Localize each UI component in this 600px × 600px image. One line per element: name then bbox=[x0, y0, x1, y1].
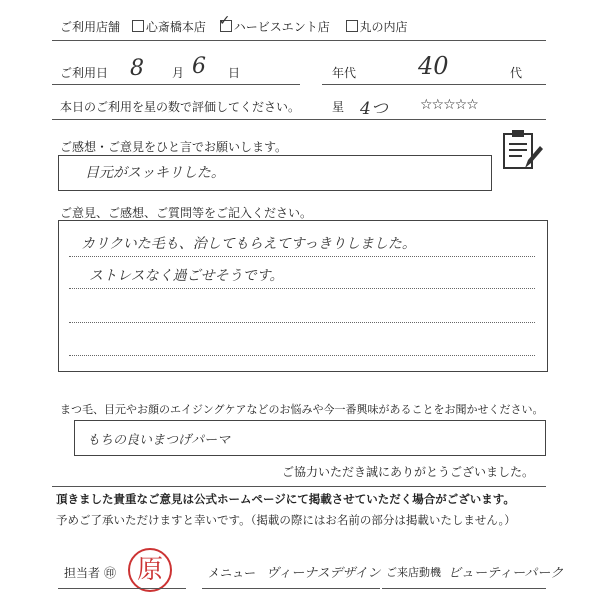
interest-answer: もちの良いまつげパーマ bbox=[87, 433, 231, 448]
divider bbox=[52, 40, 546, 41]
motive-value: ビューティーパーク bbox=[448, 566, 564, 581]
interest-prompt: まつ毛、目元やお顔のエイジングケアなどのお悩みや今一番興味があることをお聞かせください。 bbox=[60, 403, 544, 416]
age-unit: 代 bbox=[510, 66, 523, 80]
age-label: 年代 bbox=[332, 66, 357, 80]
ruled-line bbox=[69, 288, 535, 289]
rating-value: 4つ bbox=[360, 99, 388, 119]
staff-label: 担当者 bbox=[64, 566, 101, 580]
ruled-line bbox=[69, 322, 535, 323]
checkbox-checked[interactable] bbox=[218, 13, 232, 32]
notice-line-1: 頂きました貴重なご意見は公式ホームページにて掲載させていただく場合がございます。 bbox=[56, 492, 515, 506]
comment-prompt: ご感想・ご意見をひと言でお願いします。 bbox=[60, 140, 288, 154]
opinion-prompt: ご意見、ご感想、ご質問等をご記入ください。 bbox=[60, 206, 313, 220]
divider bbox=[58, 588, 186, 589]
notice-line-2: 予めご了承いただけますと幸いです。（掲載の際にはお名前の部分は掲載いたしません。） bbox=[56, 513, 516, 527]
seal-mark: ㊞ bbox=[104, 566, 117, 580]
checkbox[interactable] bbox=[346, 20, 358, 32]
comment-box bbox=[58, 155, 492, 191]
divider bbox=[52, 84, 300, 85]
divider bbox=[382, 588, 546, 589]
visit-month-unit: 月 bbox=[172, 66, 185, 80]
visit-month-value: 8 bbox=[130, 56, 144, 81]
store-option-shinsaibashi[interactable]: 心斎橋本店 bbox=[132, 20, 206, 34]
age-value: 40 bbox=[418, 52, 449, 80]
store-label: ご利用店舗 bbox=[60, 20, 121, 34]
store-option-marunouchi[interactable]: 丸の内店 bbox=[346, 20, 408, 34]
store-option-herbis-ent[interactable]: ✓ ハービスエント店 bbox=[218, 13, 330, 34]
ruled-line bbox=[69, 256, 535, 257]
rating-prompt: 本日のご利用を星の数で評価してください。 bbox=[60, 100, 301, 114]
motive-label: ご来店動機 bbox=[386, 566, 441, 579]
store-row bbox=[60, 13, 408, 34]
interest-box bbox=[74, 420, 546, 456]
ruled-line bbox=[69, 355, 535, 356]
visit-day-value: 6 bbox=[192, 54, 206, 79]
divider bbox=[52, 486, 546, 487]
comment-answer: 目元がスッキリした。 bbox=[85, 165, 225, 181]
rating-label: 星 bbox=[332, 100, 345, 114]
visit-date-label: ご利用日 bbox=[60, 66, 109, 80]
divider bbox=[52, 119, 546, 120]
opinion-box bbox=[58, 220, 548, 372]
divider bbox=[322, 84, 546, 85]
check-icon: ✓ bbox=[218, 13, 231, 29]
menu-value: ヴィーナスデザイン bbox=[266, 566, 381, 581]
divider bbox=[202, 588, 380, 589]
opinion-line: カリクいた毛も、治してもらえてすっきりしました。 bbox=[81, 236, 416, 252]
visit-day-unit: 日 bbox=[228, 66, 241, 80]
staff-seal-stamp: 原 bbox=[128, 548, 172, 592]
checkbox[interactable] bbox=[132, 20, 144, 32]
clipboard-pencil-icon bbox=[498, 126, 544, 174]
star-rating: ☆☆☆☆☆ bbox=[420, 97, 478, 113]
menu-label: メニュー bbox=[208, 566, 257, 580]
thanks-message: ご協力いただき誠にありがとうございました。 bbox=[282, 465, 535, 479]
opinion-line: ストレスなく過ごせそうです。 bbox=[89, 268, 284, 284]
